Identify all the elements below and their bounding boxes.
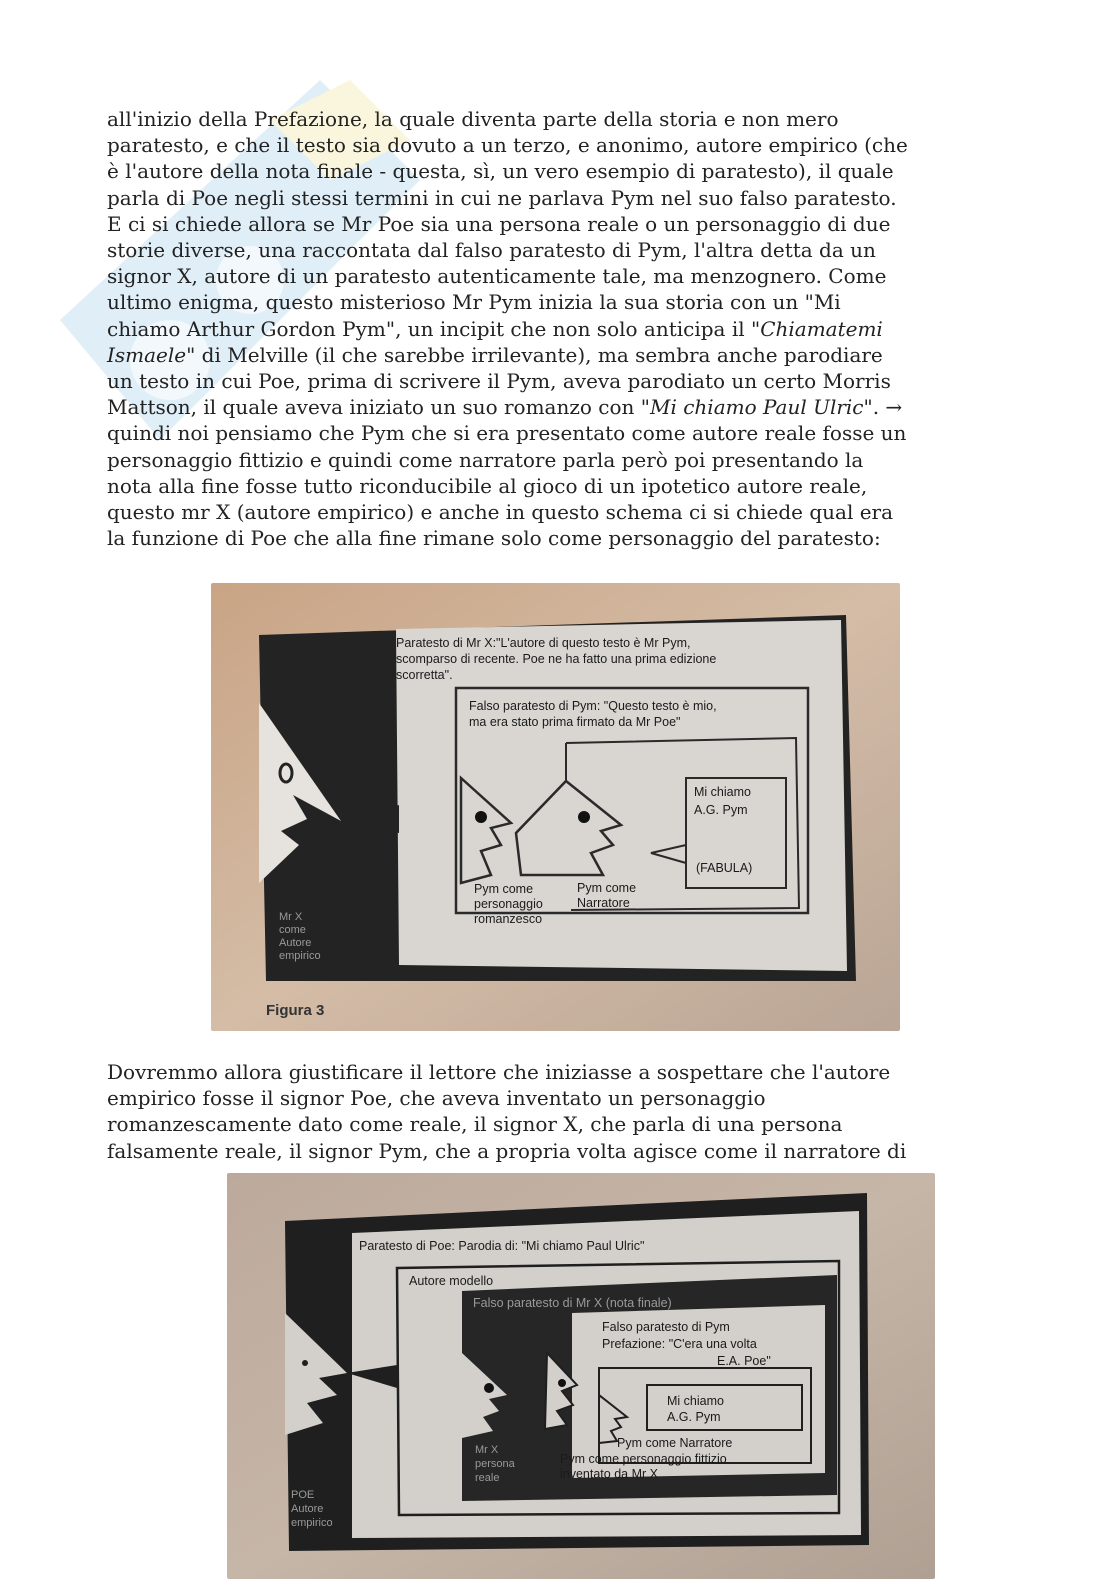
figure-3-pym-paratext-label: Falso paratesto di Pym: "Questo testo è mio, ma era stato prima firmato da Mr Poe"	[469, 699, 717, 729]
italic-title: Chiamatemi	[760, 316, 883, 341]
figure-4-pym-fictitious-label: Pym come personaggio fittizio inventato da Mr X	[560, 1452, 727, 1481]
text-line: ultimo enigma, questo misterioso Mr Pym inizia la sua storia con un "Mi	[107, 290, 841, 315]
figure-4-speech-text: Mi chiamo A.G. Pym	[667, 1394, 724, 1424]
figure-3-pym-narrator-label: Pym come Narratore	[577, 881, 637, 910]
text-line: signor X, autore di un paratesto autenticamente tale, ma menzognero. Come	[107, 264, 887, 289]
figure-3-fabula-label: (FABULA)	[696, 861, 753, 875]
text-line: empirico fosse il signor Poe, che aveva inventato un personaggio	[107, 1086, 766, 1111]
text-line: è l'autore della nota finale - questa, sì, un vero esempio di paratesto), il quale	[107, 159, 894, 184]
figure-3-caption: Figura 3	[266, 1002, 325, 1019]
figure-4-poe-label: POE Autore empirico	[291, 1489, 333, 1529]
text-fragment: " di Melville (il che sarebbe irrilevante), ma sembra anche parodiare	[186, 342, 883, 367]
text-line: romanzescamente dato come reale, il signor X, che parla di una persona	[107, 1112, 843, 1137]
italic-title: Ismaele	[107, 342, 187, 367]
figure-3-pym-character-label: Pym come personaggio romanzesco	[474, 882, 543, 926]
paragraph-2	[107, 1059, 1012, 1164]
figure-3-photo	[211, 583, 900, 1031]
text-line: falsamente reale, il signor Pym, che a propria volta agisce come il narratore di	[107, 1138, 907, 1163]
text-fragment: ". →	[863, 395, 903, 420]
text-line: parla di Poe negli stessi termini in cui ne parlava Pym nel suo falso paratesto.	[107, 185, 897, 210]
text-line: la funzione di Poe che alla fine rimane solo come personaggio del paratesto:	[107, 526, 881, 551]
text-line: personaggio fittizio e quindi come narratore parla però poi presentando la	[107, 447, 864, 472]
text-line: Dovremmo allora giustificare il lettore che iniziasse a sospettare che l'autore	[107, 1060, 891, 1084]
text-line: E ci si chiede allora se Mr Poe sia una persona reale o un personaggio di due	[107, 211, 891, 236]
figure-4-pym-preface-label: Falso paratesto di Pym Prefazione: "C'era una volta E.A. Poe"	[602, 1320, 771, 1368]
figure-4-outer-label: Paratesto di Poe: Parodia di: "Mi chiamo Paul Ulric"	[359, 1239, 645, 1253]
text-line: storie diverse, una raccontata dal falso paratesto di Pym, l'altra detta da un	[107, 238, 876, 263]
text-line: un testo in cui Poe, prima di scrivere il Pym, aveva parodiato un certo Morris	[107, 369, 891, 394]
paragraph-1	[107, 106, 1012, 551]
figure-4-mrx-note-label: Falso paratesto di Mr X (nota finale)	[473, 1296, 672, 1310]
text-line	[107, 342, 1012, 368]
text-line: questo mr X (autore empirico) e anche in questo schema ci si chiede qual era	[107, 500, 894, 525]
figure-3-speech-text: Mi chiamo A.G. Pym	[694, 785, 751, 817]
text-fragment: chiamo Arthur Gordon Pym", un incipit che non solo anticipa il "	[107, 316, 761, 341]
figure-3-outer-label: Paratesto di Mr X:"L'autore di questo testo è Mr Pym, scomparso di recente. Poe ne ha fatto una prima edizione scorretta".	[396, 636, 717, 682]
figure-4-model-author-label: Autore modello	[409, 1274, 494, 1288]
figure-3-mrx-label: Mr X come Autore empirico	[279, 911, 321, 962]
figure-4-mrx-label: Mr X persona reale	[475, 1444, 515, 1484]
text-line	[107, 394, 1012, 420]
text-line	[107, 316, 1012, 342]
figure-4-pym-narrator-label: Pym come Narratore	[617, 1436, 733, 1450]
text-line: quindi noi pensiamo che Pym che si era presentato come autore reale fosse un	[107, 421, 907, 446]
text-line: all'inizio della Prefazione, la quale diventa parte della storia e non mero	[107, 107, 839, 131]
italic-title: Mi chiamo Paul Ulric	[649, 395, 864, 420]
text-line: paratesto, e che il testo sia dovuto a un terzo, e anonimo, autore empirico (che	[107, 133, 908, 158]
text-line: nota alla fine fosse tutto riconducibile al gioco di un ipotetico autore reale,	[107, 473, 868, 498]
figure-4-photo	[227, 1173, 935, 1579]
text-fragment: Mattson, il quale aveva iniziato un suo romanzo con "	[107, 395, 650, 420]
